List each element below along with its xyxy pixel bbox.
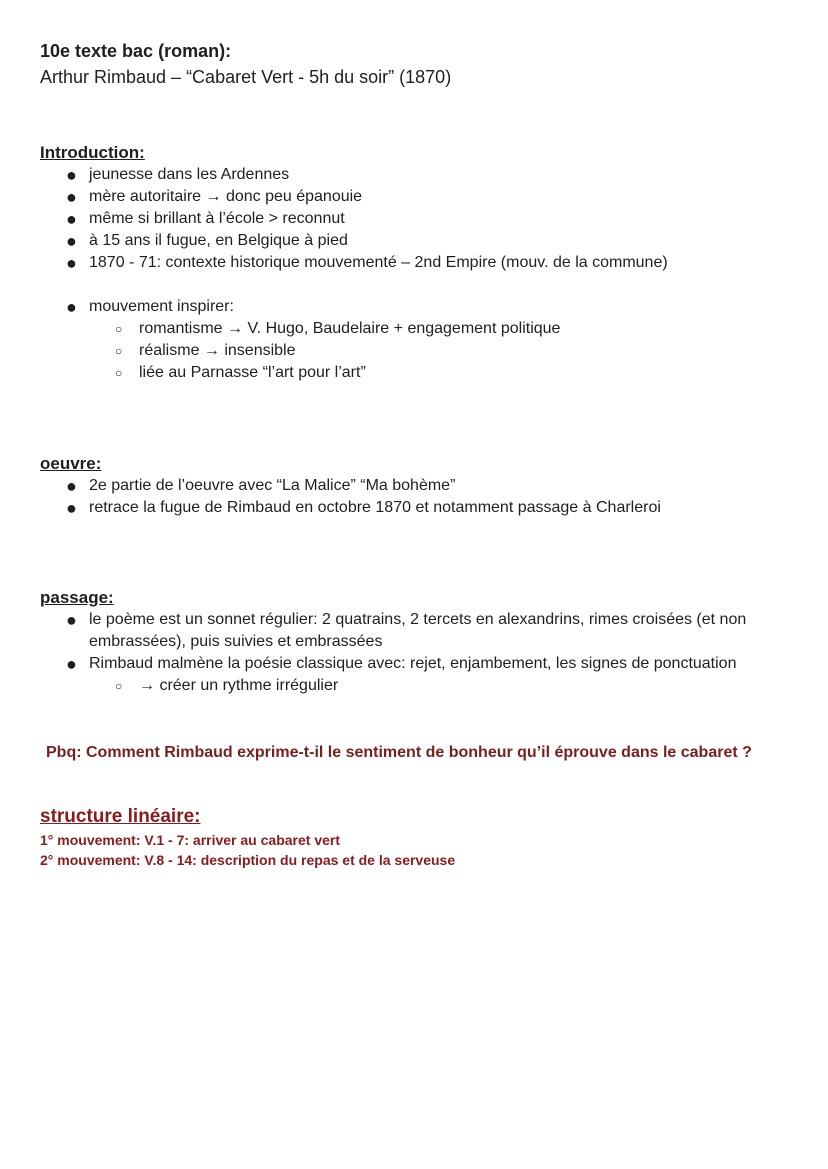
bullet-dot-icon: ●: [66, 476, 77, 496]
introduction-heading: Introduction:: [40, 143, 145, 162]
bullet-dot-icon: ●: [66, 654, 77, 674]
bullet-dot-icon: ●: [66, 610, 77, 630]
document-subtitle: Arthur Rimbaud – “Cabaret Vert - 5h du soir” (1870): [40, 67, 452, 87]
bullet-dot-icon: ●: [66, 209, 77, 229]
passage-heading: passage:: [40, 588, 114, 607]
structure-line: 2° mouvement: V.8 - 14: description du repas et de la serveuse: [40, 852, 456, 868]
introduction-bullet: jeunesse dans les Ardennes: [89, 166, 290, 183]
bullet-dot-icon: ●: [66, 498, 77, 518]
bullet-circle-icon: ○: [115, 366, 123, 380]
oeuvre-bullet: retrace la fugue de Rimbaud en octobre 1870 et notamment passage à Charleroi: [89, 499, 661, 516]
bullet-dot-icon: ●: [66, 297, 77, 317]
bullet-circle-icon: ○: [115, 344, 123, 358]
oeuvre-heading: oeuvre:: [40, 454, 102, 473]
bullet-dot-icon: ●: [66, 187, 77, 207]
bullet-dot-icon: ●: [66, 253, 77, 273]
bullet-circle-icon: ○: [115, 322, 123, 336]
passage-bullet-continuation: embrassées), puis suivies et embrassées: [89, 633, 383, 650]
introduction-bullet: 1870 - 71: contexte historique mouvementé – 2nd Empire (mouv. de la commune): [89, 254, 668, 271]
introduction-bullet: mère autoritaire → donc peu épanouie: [89, 188, 363, 205]
bullet-circle-icon: ○: [115, 679, 123, 693]
structure-line: 1° mouvement: V.1 - 7: arriver au cabaret vert: [40, 832, 340, 848]
oeuvre-bullet: 2e partie de l’oeuvre avec “La Malice” “Ma bohème”: [89, 477, 456, 494]
passage-bullet: le poème est un sonnet régulier: 2 quatrains, 2 tercets en alexandrins, rimes croisées (et non: [89, 611, 747, 628]
structure-heading: structure linéaire:: [40, 806, 201, 827]
passage-bullet: Rimbaud malmène la poésie classique avec: rejet, enjambement, les signes de ponctuation: [89, 655, 737, 672]
bullet-dot-icon: ●: [66, 165, 77, 185]
bullet-dot-icon: ●: [66, 231, 77, 251]
movement-sub-item: romantisme → V. Hugo, Baudelaire + engagement politique: [139, 320, 561, 337]
passage-sub-item: → créer un rythme irrégulier: [139, 677, 339, 694]
movement-label: mouvement inspirer:: [89, 298, 234, 315]
movement-sub-item: liée au Parnasse “l’art pour l’art”: [139, 364, 366, 381]
problematique: Pbq: Comment Rimbaud exprime-t-il le sentiment de bonheur qu’il éprouve dans le cabaret ?: [46, 744, 752, 761]
introduction-bullet: à 15 ans il fugue, en Belgique à pied: [89, 232, 348, 249]
introduction-bullet: même si brillant à l’école > reconnut: [89, 210, 345, 227]
document-title: 10e texte bac (roman):: [40, 41, 232, 61]
movement-sub-item: réalisme → insensible: [139, 342, 296, 359]
